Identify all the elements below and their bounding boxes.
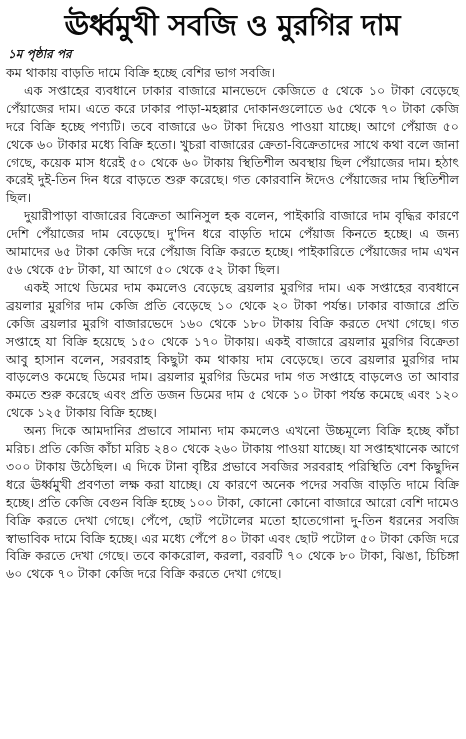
article-paragraph: একই সাথে ডিমের দাম কমলেও বেড়েছে ব্রয়লার মুরগির দাম। এক সপ্তাহের ব্যবধানে ব্রয়লার মুরগির দাম কেজি প্রতি বেড়েছে ১০ থেকে ২০ টাকা পর্যন্ত। ঢাকার বাজারে প্রতি কেজি ব্রয়লার মুরগি বাজারভেদে ১৬০ থেকে ১৮০ টাকায় বিক্রি করতে দেখা গেছে। গত সপ্তাহে যা বিক্রি হয়েছে ১৫০ থেকে ১৭০ টাকায়। একই বাজারে ব্রয়লার মুরগির বিক্রেতা আবু হাসান বলেন, সরবরাহ কিছুটা কম থাকায় দাম বেড়েছে। তবে ব্রয়লার মুরগির দাম বাড়লেও কমেছে ডিমের দাম। ব্রয়লার মুরগির ডিমের দাম গত সপ্তাহে বাড়লেও তা আবার কমতে শুরু করেছে এবং প্রতি ডজন ডিমের দাম ৫ থেকে ১০ টাকা পর্যন্ত কমেছে এবং ১২০ থেকে ১২৫ টাকায় বিক্রি হচ্ছে। [6, 279, 459, 421]
article-paragraph: অন্য দিকে আমদানির প্রভাবে সামান্য দাম কমলেও এখনো উচ্চমূল্যে বিক্রি হচ্ছে কাঁচা মরিচ। প্রতি কেজি কাঁচা মরিচ ২৪০ থেকে ২৬০ টাকায় পাওয়া যাচ্ছে। যা সপ্তাহখানেক আগে ৩০০ টাকায় উঠেছিল। এ দিকে টানা বৃষ্টির প্রভাবে সবজির সরবরাহ পরিস্থিতি বেশ কিছুদিন ধরে ঊর্ধ্বমুখী প্রবণতা লক্ষ করা যাচ্ছে। যে কারণে অনেক পদের সবজি বাড়তি দামে বিক্রি হচ্ছে। প্রতি কেজি বেগুন বিক্রি হচ্ছে ১০০ টাকা, কোনো কোনো বাজারে আরো বেশি দামেও বিক্রি করতে দেখা গেছে। পেঁপে, ছোট পটোলের মতো হাতেগোনা দু-তিন ধরনের সবজি স্বাভাবিক দামে বিক্রি হচ্ছে। এর মধ্যে পেঁপে ৪০ টাকা এবং ছোট পটোল ৫০ টাকা কেজি দরে বিক্রি করতে দেখা গেছে। তবে কাকরোল, করলা, বরবটি ৭০ থেকে ৮০ টাকা, ঝিঙা, চিচিঙ্গা ৬০ থেকে ৭০ টাকা কেজি দরে বিক্রি করতে দেখা গেছে। [6, 423, 459, 582]
article-body [6, 64, 459, 583]
article-paragraph: দুয়ারীপাড়া বাজারের বিক্রেতা আনিসুল হক বলেন, পাইকারি বাজারে দাম বৃদ্ধির কারণে দেশি পেঁয়াজের দাম বেড়েছে। দু'দিন ধরে বাড়তি দামে পেঁয়াজ কিনতে হচ্ছে। এ জন্য আমাদের ৬৫ টাকা কেজি দরে পেঁয়াজ বিক্রি করতে হচ্ছে। পাইকারিতে পেঁয়াজের দাম এখন ৫৬ থেকে ৫৮ টাকা, যা আগে ৫০ থেকে ৫২ টাকা ছিল। [6, 208, 459, 277]
article-paragraph: কম থাকায় বাড়তি দামে বিক্রি হচ্ছে বেশির ভাগ সবজি। [6, 65, 275, 80]
continued-from-label: ১ম পৃষ্ঠার পর [8, 47, 72, 61]
article-headline: ঊর্ধ্বমুখী সবজি ও মুরগির দাম [64, 8, 401, 42]
article-paragraph: এক সপ্তাহের ব্যবধানে ঢাকার বাজারে মানভেদে কেজিতে ৫ থেকে ১০ টাকা বেড়েছে পেঁয়াজের দাম। এতে করে ঢাকার পাড়া-মহল্লার দোকানগুলোতে ৬৫ থেকে ৭০ টাকা কেজি দরে বিক্রি হচ্ছে পণ্যটি। তবে বাজারে ৬০ টাকা দিয়েও পাওয়া যাচ্ছে। আগে পেঁয়াজ ৫০ থেকে ৬০ টাকার মধ্যে বিক্রি হতো। খুচরা বাজারের ক্রেতা-বিক্রেতাদের সাথে কথা বলে জানা গেছে, কয়েক মাস ধরেই ৫০ থেকে ৬০ টাকায় স্থিতিশীল অবস্থায় ছিল পেঁয়াজের দাম। হঠাৎ করেই দুই-তিন দিন ধরে বাড়তে শুরু করেছে। গত কোরবানি ঈদেও পেঁয়াজের দাম স্থিতিশীল ছিল। [6, 82, 459, 206]
